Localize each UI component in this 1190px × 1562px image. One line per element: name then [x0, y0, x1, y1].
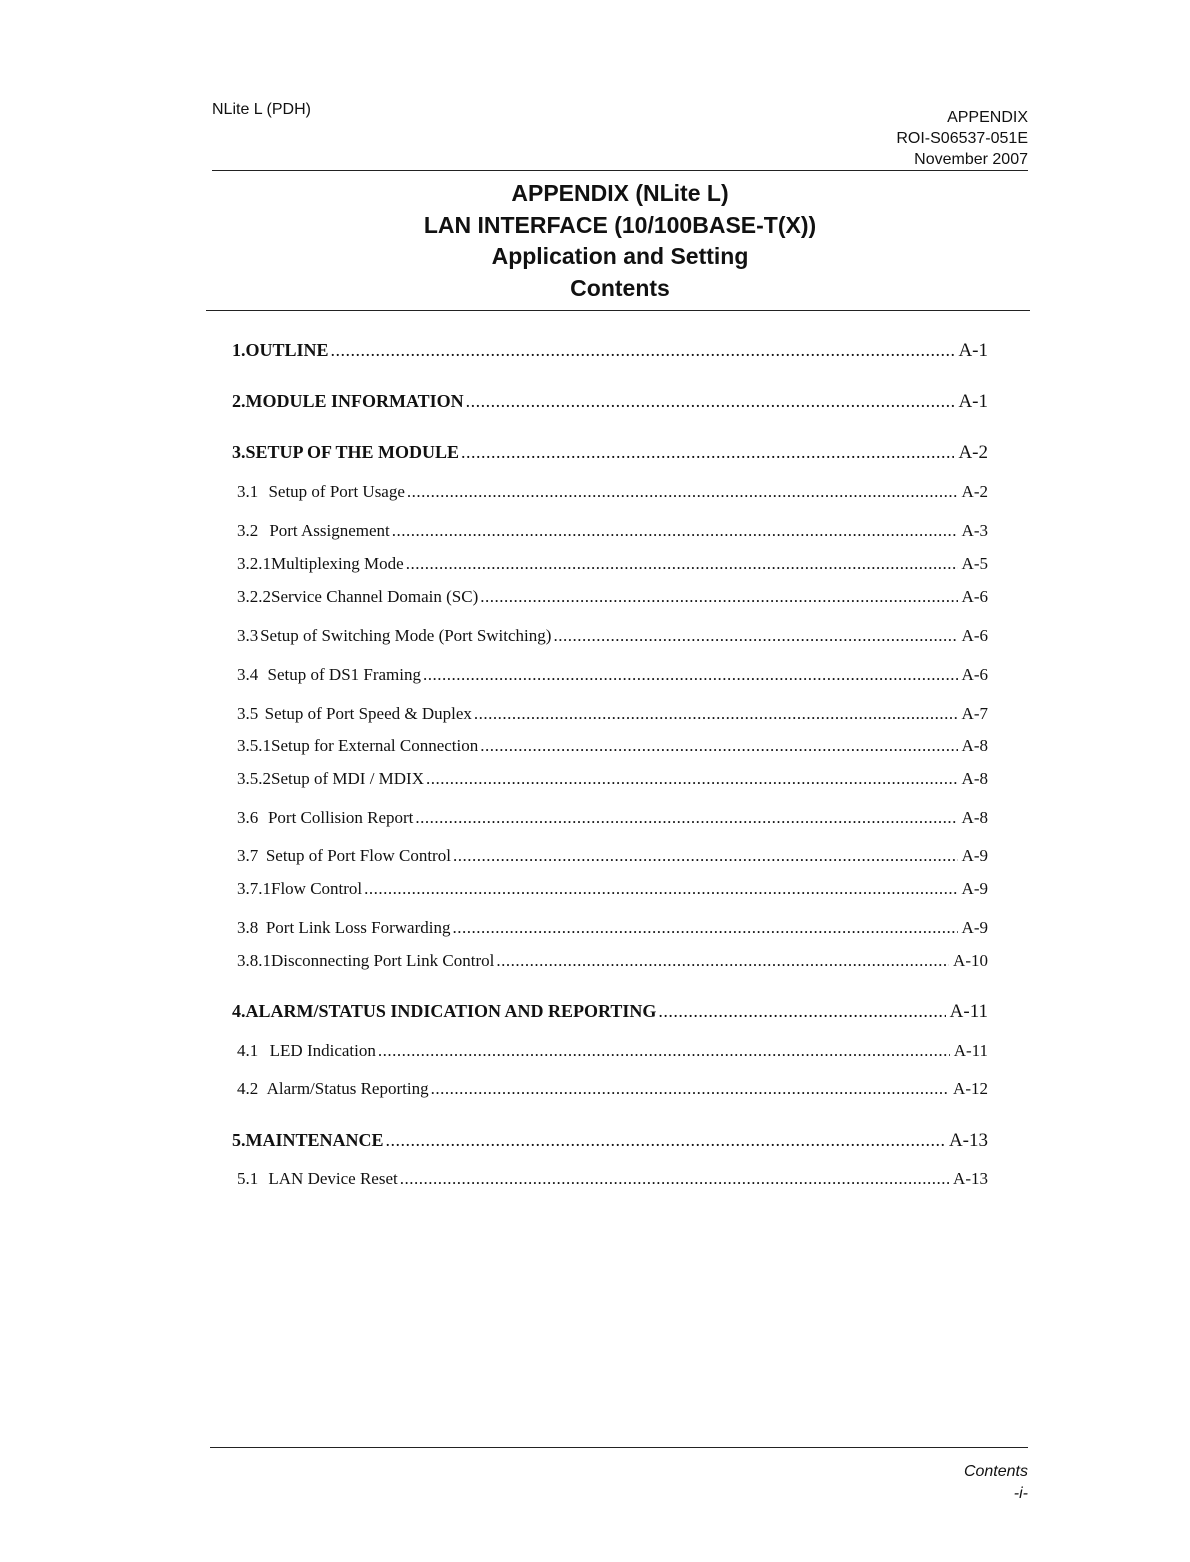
toc-entry-page: A-3	[961, 521, 988, 540]
toc-dot-leader	[378, 1041, 950, 1061]
toc-entry-number: 3.7	[237, 846, 259, 865]
toc-entry-page: A-9	[961, 918, 988, 937]
toc-entry-page: A-13	[953, 1169, 988, 1188]
toc-entry-number: 2.	[232, 391, 246, 411]
footer-divider	[210, 1447, 1028, 1448]
toc-entry-page: A-1	[958, 340, 988, 361]
toc-entry-number: 3.2	[237, 521, 259, 540]
toc-entry-title: LAN Device Reset	[268, 1169, 398, 1188]
header-date: November 2007	[914, 151, 1028, 168]
toc-dot-leader	[553, 626, 957, 646]
toc-entry-number: 3.8.1	[237, 951, 271, 970]
toc-entry-number: 3.7.1	[237, 879, 271, 898]
toc-dot-leader	[392, 521, 958, 541]
toc-entry[interactable]	[232, 1130, 988, 1152]
toc-entry[interactable]	[232, 951, 988, 971]
toc-entry-page: A-9	[961, 879, 988, 898]
toc-dot-leader	[466, 391, 955, 412]
footer-page-number: -i-	[1013, 1485, 1028, 1502]
toc-dot-leader	[474, 704, 958, 724]
toc-entry[interactable]	[232, 704, 988, 724]
toc-entry[interactable]	[232, 665, 988, 685]
toc-entry-title: Alarm/Status Reporting	[266, 1079, 429, 1098]
toc-entry-title: LED Indication	[269, 1041, 376, 1060]
toc-dot-leader	[480, 736, 957, 756]
toc-entry-page: A-6	[961, 626, 988, 645]
toc-entry-page: A-13	[948, 1130, 988, 1151]
header-document-name: NLite L (PDH)	[212, 101, 311, 118]
toc-entry-number: 5.1	[237, 1169, 259, 1188]
toc-dot-leader	[431, 1079, 949, 1099]
toc-entry[interactable]	[232, 846, 988, 866]
toc-entry[interactable]	[232, 482, 988, 502]
toc-entry[interactable]	[232, 736, 988, 756]
toc-entry-page: A-1	[958, 391, 988, 412]
toc-entry-number: 3.8	[237, 918, 259, 937]
toc-entry-page: A-12	[953, 1079, 988, 1098]
title-line: LAN INTERFACE (10/100BASE-T(X))	[423, 211, 817, 238]
toc-entry[interactable]	[232, 442, 988, 464]
toc-entry-page: A-10	[953, 951, 988, 970]
toc-entry-title: MODULE INFORMATION	[245, 391, 464, 411]
toc-entry[interactable]	[232, 554, 988, 574]
header-right-block	[896, 107, 1028, 170]
toc-entry-number: 3.2.1	[237, 554, 271, 573]
toc-entry-title: Setup of DS1 Framing	[267, 665, 422, 684]
toc-entry-title: Flow Control	[271, 879, 363, 898]
toc-dot-leader	[452, 918, 957, 938]
toc-dot-leader	[406, 554, 958, 574]
toc-entry-page: A-2	[958, 442, 988, 463]
toc-entry-title: Disconnecting Port Link Control	[271, 951, 495, 970]
toc-entry-page: A-8	[961, 769, 988, 788]
toc-dot-leader	[331, 340, 955, 361]
toc-entry-page: A-8	[961, 808, 988, 827]
footer-label: Contents	[963, 1463, 1028, 1480]
toc-entry-number: 1.	[232, 340, 246, 360]
toc-entry-number: 3.1	[237, 482, 259, 501]
toc-entry-page: A-6	[961, 587, 988, 606]
toc-entry-page: A-11	[953, 1041, 988, 1060]
title-line: Application and Setting	[491, 243, 749, 269]
toc-entry-title: Port Link Loss Forwarding	[265, 918, 451, 937]
toc-entry[interactable]	[232, 391, 988, 413]
toc-dot-leader	[461, 442, 954, 463]
toc-dot-leader	[658, 1001, 945, 1022]
toc-entry-title: OUTLINE	[245, 340, 329, 360]
toc-entry[interactable]	[232, 521, 988, 541]
toc-entry[interactable]	[232, 1001, 988, 1023]
toc-entry-title: Multiplexing Mode	[271, 554, 404, 573]
toc-entry-title: SETUP OF THE MODULE	[245, 442, 460, 462]
toc-entry-number: 3.5.2	[237, 769, 271, 788]
toc-dot-leader	[426, 769, 958, 789]
toc-entry-title: Setup of Port Usage	[268, 482, 405, 501]
toc-entry-number: 3.4	[237, 665, 259, 684]
toc-dot-leader	[453, 846, 958, 866]
toc-entry[interactable]	[232, 587, 988, 607]
toc-dot-leader	[423, 665, 958, 685]
toc-entry-number: 3.	[232, 442, 246, 462]
toc-dot-leader	[386, 1130, 945, 1151]
toc-entry[interactable]	[232, 340, 988, 362]
toc-entry[interactable]	[232, 626, 988, 646]
title-line: APPENDIX (NLite L)	[511, 180, 729, 206]
header-document-number: ROI-S06537-051E	[896, 130, 1028, 147]
toc-entry-page: A-2	[961, 482, 988, 501]
toc-dot-leader	[480, 587, 957, 607]
toc-entry-title: Setup of Port Speed & Duplex	[264, 704, 472, 723]
toc-entry-number: 3.5	[237, 704, 259, 723]
title-divider	[206, 310, 1030, 311]
toc-entry-page: A-5	[961, 554, 988, 573]
toc-entry-number: 3.6	[237, 808, 259, 827]
toc-dot-leader	[400, 1169, 949, 1189]
toc-dot-leader	[407, 482, 958, 502]
toc-dot-leader	[415, 808, 957, 828]
toc-entry[interactable]	[232, 879, 988, 899]
toc-entry[interactable]	[232, 769, 988, 789]
toc-dot-leader	[496, 951, 949, 971]
toc-entry-number: 4.1	[237, 1041, 259, 1060]
toc-entry-page: A-11	[949, 1001, 988, 1022]
toc-entry-title: Port Assignement	[269, 521, 390, 540]
toc-entry-number: 4.2	[237, 1079, 259, 1098]
toc-entry-number: 3.5.1	[237, 736, 271, 755]
toc-entry[interactable]	[232, 1041, 988, 1061]
toc-entry-number: 3.2.2	[237, 587, 271, 606]
toc-entry-title: ALARM/STATUS INDICATION AND REPORTING	[245, 1001, 657, 1021]
footer	[964, 1461, 1028, 1505]
toc-entry-title: Setup of Switching Mode (Port Switching)	[260, 626, 552, 645]
header-appendix: APPENDIX	[947, 109, 1028, 126]
toc-entry-title: Setup of Port Flow Control	[265, 846, 451, 865]
toc-dot-leader	[364, 879, 957, 899]
toc-entry[interactable]	[232, 1079, 988, 1099]
toc-entry-title: MAINTENANCE	[245, 1130, 384, 1150]
toc-entry-page: A-9	[961, 846, 988, 865]
page-title	[212, 178, 1028, 304]
toc-entry[interactable]	[232, 1169, 988, 1189]
toc-entry-number: 4.	[232, 1001, 246, 1021]
header-divider	[212, 170, 1028, 171]
toc-entry[interactable]	[232, 918, 988, 938]
toc-entry-page: A-6	[961, 665, 988, 684]
toc-entry-number: 3.3	[237, 626, 259, 645]
title-line: Contents	[570, 274, 670, 301]
toc-entry-title: Port Collision Report	[267, 808, 414, 827]
toc-entry-page: A-8	[961, 736, 988, 755]
toc-entry-number: 5.	[232, 1130, 246, 1150]
toc-entry-page: A-7	[961, 704, 988, 723]
toc-entry-title: Setup for External Connection	[271, 736, 479, 755]
toc-entry-title: Service Channel Domain (SC)	[271, 587, 479, 606]
toc-entry-title: Setup of MDI / MDIX	[271, 769, 424, 788]
toc-entry[interactable]	[232, 808, 988, 828]
